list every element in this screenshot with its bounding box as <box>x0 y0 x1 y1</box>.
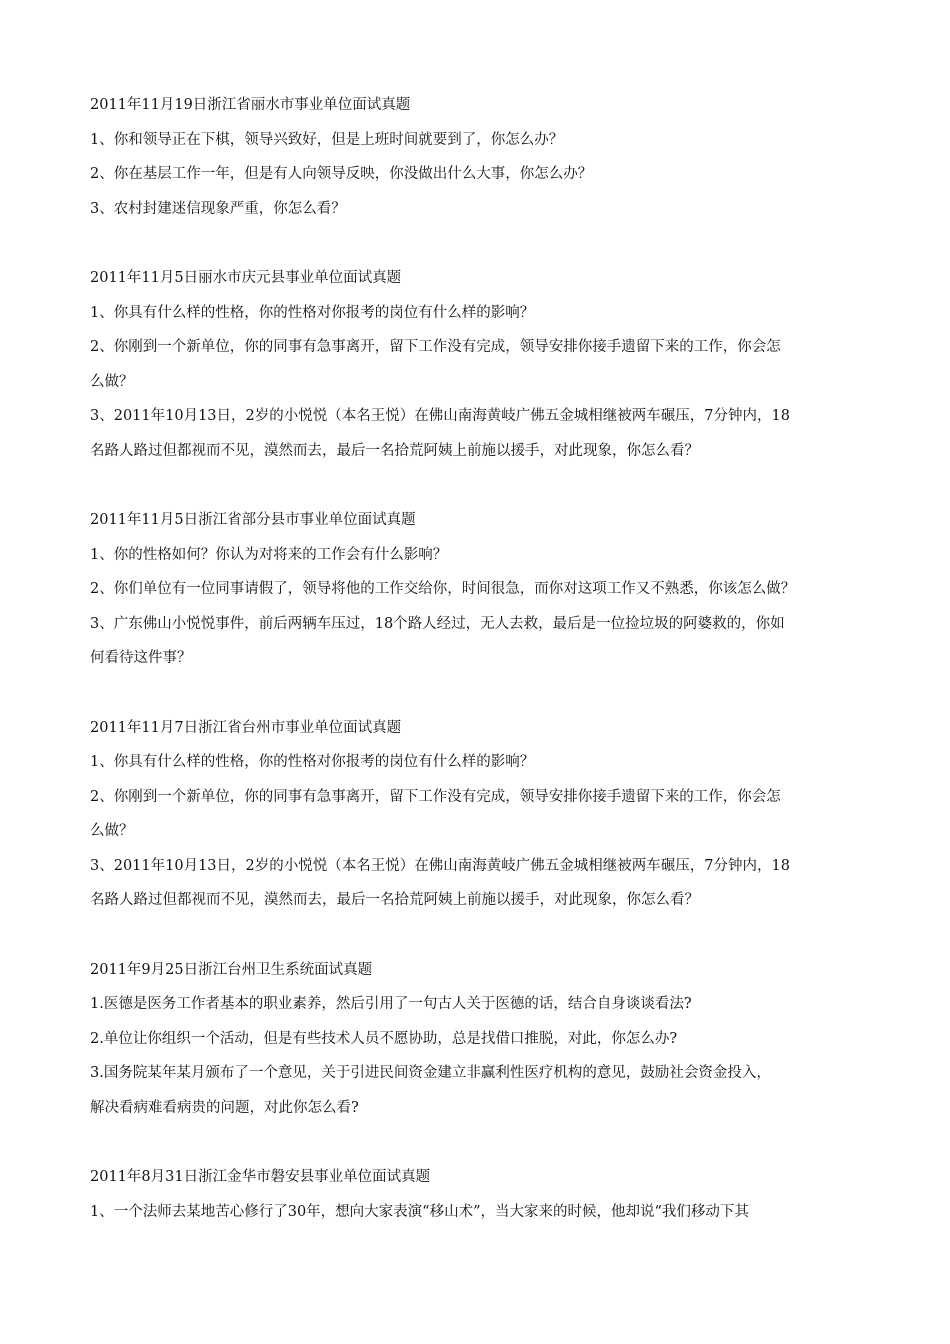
section-title: 2011年11月5日浙江省部分县市事业单位面试真题 <box>90 512 416 528</box>
question-line: 3、农村封建迷信现象严重，你怎么看？ <box>90 200 346 217</box>
section-title: 2011年11月19日浙江省丽水市事业单位面试真题 <box>90 97 411 113</box>
question-section <box>90 503 880 676</box>
question-line: 1、一个法师去某地苦心修行了30年，想向大家表演“移山术”，当大家来的时候，他却说“我们移动下其 <box>90 1203 749 1220</box>
section-title: 2011年9月25日浙江台州卫生系统面试真题 <box>90 961 373 978</box>
question-line: 1、你具有什么样的性格，你的性格对你报考的岗位有什么样的影响？ <box>90 304 535 321</box>
question-line: 名路人路过但都视而不见，漠然而去，最后一名拾荒阿姨上前施以援手，对此现象，你怎么看？ <box>90 892 699 908</box>
question-line: 么做？ <box>90 823 134 839</box>
question-line: 1.医德是医务工作者基本的职业素养，然后引用了一句古人关于医德的话，结合自身谈谈看法? <box>90 996 692 1012</box>
question-line: 3、广东佛山小悦悦事件，前后两辆车压过，18个路人经过，无人去救，最后是一位捡垃圾的阿婆救的，你如 <box>90 615 785 632</box>
question-line: 2.单位让你组织一个活动，但是有些技术人员不愿协助，总是找借口推脱，对此，你怎么办? <box>90 1030 678 1047</box>
section-title: 2011年11月5日丽水市庆元县事业单位面试真题 <box>90 270 402 286</box>
question-line: 1、你具有什么样的性格，你的性格对你报考的岗位有什么样的影响？ <box>90 754 535 770</box>
section-title: 2011年8月31日浙江金华市磐安县事业单位面试真题 <box>90 1169 431 1185</box>
question-line: 2、你刚到一个新单位，你的同事有急事离开，留下工作没有完成，领导安排你接手遗留下来的工作，你会怎 <box>90 788 781 805</box>
question-line: 2、你刚到一个新单位，你的同事有急事离开，留下工作没有完成，领导安排你接手遗留下来的工作，你会怎 <box>90 339 781 355</box>
question-line: 3、2011年10月13日，2岁的小悦悦（本名王悦）在佛山南海黄岐广佛五金城相继被两车碾压，7分钟内，18 <box>90 408 790 424</box>
question-section <box>90 261 880 468</box>
question-line: 2、你在基层工作一年，但是有人向领导反映，你没做出什么大事，你怎么办？ <box>90 166 593 182</box>
document-body <box>90 88 880 1264</box>
question-line: 2、你们单位有一位同事请假了，领导将他的工作交给你，时间很急，而你对这项工作又不熟悉，你该怎么做？ <box>90 581 796 597</box>
question-line: 1、你的性格如何？你认为对将来的工作会有什么影响？ <box>90 546 448 563</box>
question-line: 么做？ <box>90 373 134 390</box>
question-line: 名路人路过但都视而不见，漠然而去，最后一名拾荒阿姨上前施以援手，对此现象，你怎么看？ <box>90 442 699 459</box>
question-section <box>90 1160 880 1229</box>
question-section <box>90 88 880 226</box>
section-title: 2011年11月7日浙江省台州市事业单位面试真题 <box>90 719 402 736</box>
question-section <box>90 711 880 918</box>
question-line: 3、2011年10月13日，2岁的小悦悦（本名王悦）在佛山南海黄岐广佛五金城相继被两车碾压，7分钟内，18 <box>90 857 790 874</box>
question-line: 1、你和领导正在下棋，领导兴致好，但是上班时间就要到了，你怎么办？ <box>90 131 564 148</box>
question-line: 何看待这件事？ <box>90 650 192 666</box>
question-line: 3.国务院某年某月颁布了一个意见，关于引进民间资金建立非赢利性医疗机构的意见，鼓励社会资金投入， <box>90 1065 771 1081</box>
question-line: 解决看病难看病贵的问题，对此你怎么看? <box>90 1099 359 1116</box>
question-section <box>90 953 880 1126</box>
